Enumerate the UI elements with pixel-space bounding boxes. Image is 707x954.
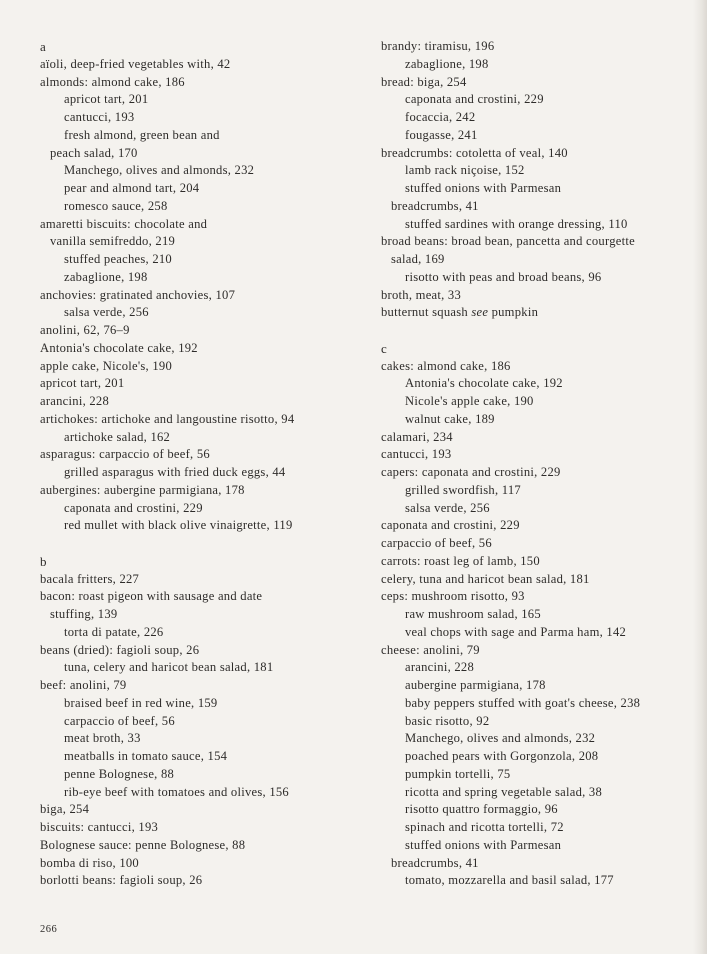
index-subentry: stuffed onions with Parmesan <box>405 837 562 852</box>
index-entry: aubergines: aubergine parmigiana, 178 <box>40 482 245 497</box>
index-subentry: penne Bolognese, 88 <box>64 766 175 781</box>
index-subentry: zabaglione, 198 <box>64 269 148 284</box>
index-subentry: stuffed sardines with orange dressing, 110 <box>405 216 628 231</box>
index-column-right <box>381 38 681 890</box>
index-subentry: basic risotto, 92 <box>405 713 490 728</box>
index-subentry: fougasse, 241 <box>405 127 478 142</box>
index-subentry: artichoke salad, 162 <box>64 429 171 444</box>
index-entry: Antonia's chocolate cake, 192 <box>40 340 198 355</box>
index-subentry: risotto quattro formaggio, 96 <box>405 802 558 817</box>
index-subentry: ricotta and spring vegetable salad, 38 <box>405 784 603 799</box>
index-entry: broth, meat, 33 <box>381 287 462 302</box>
index-entry: almonds: almond cake, 186 <box>40 74 185 89</box>
index-entry: cantucci, 193 <box>381 447 452 462</box>
entry-text: butternut squash <box>381 305 472 320</box>
index-entry: apricot tart, 201 <box>40 376 125 391</box>
index-entry: beef: anolini, 79 <box>40 678 127 692</box>
index-subentry: meatballs in tomato sauce, 154 <box>64 749 228 763</box>
index-subentry: Manchego, olives and almonds, 232 <box>405 731 596 746</box>
index-subentry: apricot tart, 201 <box>64 92 149 107</box>
index-entry-continuation: stuffing, 139 <box>50 607 118 621</box>
index-entry-continuation: vanilla semifreddo, 219 <box>50 234 176 249</box>
index-subentry: braised beef in red wine, 159 <box>64 695 218 710</box>
index-entry: carrots: roast leg of lamb, 150 <box>381 553 540 568</box>
page-edge-shadow <box>693 0 707 954</box>
index-subentry: Antonia's chocolate cake, 192 <box>405 376 563 391</box>
index-subentry: baby peppers stuffed with goat's cheese, 238 <box>405 695 641 710</box>
index-entry: biga, 254 <box>40 802 90 817</box>
index-subentry: walnut cake, 189 <box>405 411 495 426</box>
index-entry: bacon: roast pigeon with sausage and date <box>40 589 263 604</box>
index-section-letter: c <box>381 340 388 356</box>
index-entry: bomba di riso, 100 <box>40 855 139 870</box>
index-entry: bread: biga, 254 <box>381 74 467 89</box>
index-entry: arancini, 228 <box>40 394 110 408</box>
index-entry: celery, tuna and haricot bean salad, 181 <box>381 571 590 586</box>
index-entry: ceps: mushroom risotto, 93 <box>381 589 525 604</box>
see-target: pumpkin <box>488 305 539 320</box>
index-subentry: fresh almond, green bean and <box>64 127 220 142</box>
index-subentry: red mullet with black olive vinaigrette, 119 <box>64 518 293 533</box>
index-section-letter: a <box>40 39 47 54</box>
section-gap <box>381 322 681 340</box>
index-subentry: risotto with peas and broad beans, 96 <box>405 269 602 284</box>
index-entry: beans (dried): fagioli soup, 26 <box>40 642 200 657</box>
index-subentry: lamb rack niçoise, 152 <box>405 163 525 178</box>
index-entry-cross-reference <box>381 304 681 322</box>
index-entry-continuation: breadcrumbs, 41 <box>391 198 479 213</box>
index-entry: anchovies: gratinated anchovies, 107 <box>40 287 236 302</box>
index-entry: bacala fritters, 227 <box>40 571 140 586</box>
index-entry-continuation: salad, 169 <box>391 252 445 266</box>
index-section-letter: b <box>40 553 47 569</box>
index-subentry: grilled swordfish, 117 <box>405 482 521 497</box>
index-entry: brandy: tiramisu, 196 <box>381 39 495 53</box>
index-subentry: arancini, 228 <box>405 660 475 675</box>
page-number: 266 <box>40 924 58 935</box>
index-entry: capers: caponata and crostini, 229 <box>381 465 561 479</box>
index-entry: broad beans: broad bean, pancetta and courgette <box>381 234 635 249</box>
index-entry: apple cake, Nicole's, 190 <box>40 358 173 373</box>
index-subentry: spinach and ricotta tortelli, 72 <box>405 820 564 834</box>
index-entry: biscuits: cantucci, 193 <box>40 820 159 834</box>
index-entry: anolini, 62, 76–9 <box>40 323 130 337</box>
index-subentry: poached pears with Gorgonzola, 208 <box>405 749 599 763</box>
index-subentry: caponata and crostini, 229 <box>405 92 544 107</box>
index-subentry: torta di patate, 226 <box>64 624 164 639</box>
index-subentry: tuna, celery and haricot bean salad, 181 <box>64 660 274 675</box>
section-gap <box>40 535 360 553</box>
index-entry: aïoli, deep-fried vegetables with, 42 <box>40 56 231 71</box>
index-entry: carpaccio of beef, 56 <box>381 536 492 550</box>
index-subentry: rib-eye beef with tomatoes and olives, 156 <box>64 784 289 799</box>
index-subentry: salsa verde, 256 <box>405 500 490 515</box>
index-subentry: stuffed peaches, 210 <box>64 252 172 266</box>
index-subentry: tomato, mozzarella and basil salad, 177 <box>405 873 614 888</box>
see-reference: see <box>471 305 489 320</box>
index-subentry: focaccia, 242 <box>405 110 476 124</box>
index-subentry: Manchego, olives and almonds, 232 <box>64 163 255 178</box>
index-subentry: caponata and crostini, 229 <box>64 500 203 515</box>
index-entry-continuation: breadcrumbs, 41 <box>391 855 479 870</box>
index-entry: cheese: anolini, 79 <box>381 642 480 657</box>
index-subentry: Nicole's apple cake, 190 <box>405 394 534 408</box>
index-subentry: carpaccio of beef, 56 <box>64 713 175 728</box>
index-entry: calamari, 234 <box>381 429 453 444</box>
index-entry: borlotti beans: fagioli soup, 26 <box>40 873 203 888</box>
index-entry: breadcrumbs: cotoletta of veal, 140 <box>381 145 568 160</box>
index-subentry: grilled asparagus with fried duck eggs, 44 <box>64 465 286 479</box>
index-entry: cakes: almond cake, 186 <box>381 358 511 373</box>
index-entry: artichokes: artichoke and langoustine risotto, 94 <box>40 411 295 426</box>
index-entry-continuation: peach salad, 170 <box>50 145 138 160</box>
index-entry: amaretti biscuits: chocolate and <box>40 216 208 231</box>
index-subentry: pumpkin tortelli, 75 <box>405 766 511 781</box>
index-subentry: pear and almond tart, 204 <box>64 181 200 195</box>
index-entry: Bolognese sauce: penne Bolognese, 88 <box>40 837 246 852</box>
index-subentry: zabaglione, 198 <box>405 56 489 71</box>
index-subentry: meat broth, 33 <box>64 731 141 746</box>
index-subentry: raw mushroom salad, 165 <box>405 607 541 621</box>
index-entry: asparagus: carpaccio of beef, 56 <box>40 447 210 462</box>
index-entry: caponata and crostini, 229 <box>381 518 520 533</box>
index-subentry: salsa verde, 256 <box>64 305 149 320</box>
index-column-left <box>40 38 360 890</box>
index-subentry: aubergine parmigiana, 178 <box>405 678 546 692</box>
index-subentry: stuffed onions with Parmesan <box>405 181 562 195</box>
index-subentry: cantucci, 193 <box>64 110 135 124</box>
index-subentry: romesco sauce, 258 <box>64 198 168 213</box>
index-subentry: veal chops with sage and Parma ham, 142 <box>405 624 627 639</box>
